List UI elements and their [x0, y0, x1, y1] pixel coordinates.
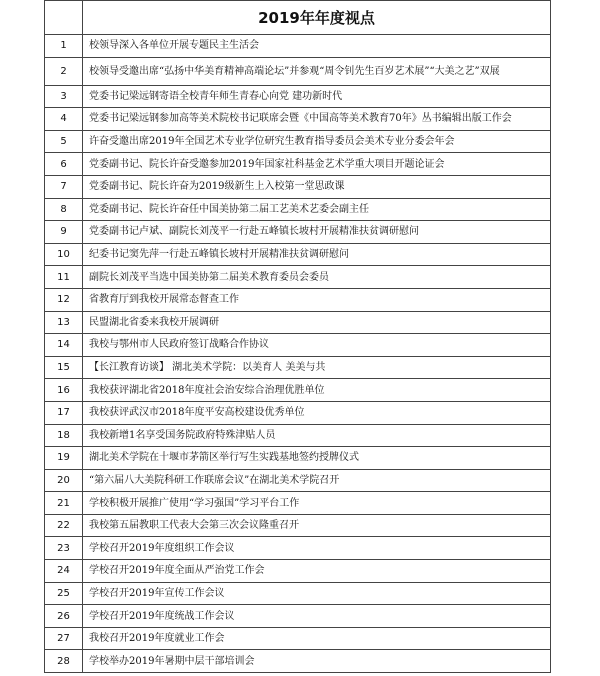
- row-text[interactable]: 许奋受邀出席2019年全国艺术专业学位研究生教育指导委员会美术专业分委会年会: [83, 130, 551, 153]
- row-number[interactable]: 19: [45, 447, 83, 470]
- row-number[interactable]: 3: [45, 85, 83, 108]
- table-row: [45, 627, 551, 650]
- table-row: [45, 537, 551, 560]
- row-text[interactable]: 党委副书记卢斌、副院长刘茂平一行赴五峰镇长坡村开展精准扶贫调研慰问: [83, 221, 551, 244]
- row-number[interactable]: 7: [45, 175, 83, 198]
- table-row: [45, 379, 551, 402]
- table-title[interactable]: 2019年年度视点: [83, 1, 551, 35]
- table-row: [45, 175, 551, 198]
- row-number[interactable]: 13: [45, 311, 83, 334]
- row-number[interactable]: 23: [45, 537, 83, 560]
- row-number[interactable]: 1: [45, 35, 83, 58]
- row-text[interactable]: 我校新增1名享受国务院政府特殊津贴人员: [83, 424, 551, 447]
- table-row: [45, 221, 551, 244]
- row-text[interactable]: 民盟湖北省委来我校开展调研: [83, 311, 551, 334]
- row-text[interactable]: 副院长刘茂平当选中国美协第二届美术教育委员会委员: [83, 266, 551, 289]
- row-number[interactable]: 9: [45, 221, 83, 244]
- row-text[interactable]: 省教育厅到我校开展常态督查工作: [83, 288, 551, 311]
- row-text[interactable]: 学校召开2019年宣传工作会议: [83, 582, 551, 605]
- table-row: [45, 424, 551, 447]
- row-text[interactable]: 我校召开2019年度就业工作会: [83, 627, 551, 650]
- table-row: [45, 35, 551, 58]
- row-number[interactable]: 11: [45, 266, 83, 289]
- row-number[interactable]: 22: [45, 514, 83, 537]
- row-text[interactable]: 学校召开2019年度全面从严治党工作会: [83, 560, 551, 583]
- table-row: [45, 334, 551, 357]
- header-row: [45, 1, 551, 35]
- table-row: [45, 447, 551, 470]
- table-row: [45, 605, 551, 628]
- row-number[interactable]: 4: [45, 108, 83, 131]
- table-row: [45, 356, 551, 379]
- table-row: [45, 130, 551, 153]
- row-number[interactable]: 10: [45, 243, 83, 266]
- table-row: [45, 243, 551, 266]
- row-number[interactable]: 16: [45, 379, 83, 402]
- table-row: [45, 401, 551, 424]
- row-number[interactable]: 24: [45, 560, 83, 583]
- row-number[interactable]: 18: [45, 424, 83, 447]
- table-row: [45, 514, 551, 537]
- table-row: [45, 492, 551, 515]
- header-empty-cell[interactable]: [45, 1, 83, 35]
- row-number[interactable]: 5: [45, 130, 83, 153]
- table-row: [45, 288, 551, 311]
- table-row: [45, 266, 551, 289]
- row-number[interactable]: 17: [45, 401, 83, 424]
- row-number[interactable]: 28: [45, 650, 83, 673]
- table-row: [45, 582, 551, 605]
- row-text[interactable]: 我校获评湖北省2018年度社会治安综合治理优胜单位: [83, 379, 551, 402]
- row-text[interactable]: 学校举办2019年暑期中层干部培训会: [83, 650, 551, 673]
- row-number[interactable]: 15: [45, 356, 83, 379]
- row-text[interactable]: 我校第五届教职工代表大会第三次会议隆重召开: [83, 514, 551, 537]
- row-text[interactable]: 校领导受邀出席“弘扬中华美育精神高端论坛”并参观“周令钊先生百岁艺术展”“大美之艺”双展: [83, 57, 551, 85]
- row-text[interactable]: 党委副书记、院长许奋受邀参加2019年国家社科基金艺术学重大项目开题论证会: [83, 153, 551, 176]
- row-number[interactable]: 14: [45, 334, 83, 357]
- row-number[interactable]: 26: [45, 605, 83, 628]
- row-number[interactable]: 25: [45, 582, 83, 605]
- table-row: [45, 560, 551, 583]
- row-number[interactable]: 27: [45, 627, 83, 650]
- row-text[interactable]: 学校积极开展推广使用“学习强国”学习平台工作: [83, 492, 551, 515]
- row-text[interactable]: 【长江教育访谈】 湖北美术学院：以美育人 美美与共: [83, 356, 551, 379]
- table-row: [45, 311, 551, 334]
- table-row: [45, 153, 551, 176]
- row-number[interactable]: 20: [45, 469, 83, 492]
- row-text[interactable]: 学校召开2019年度统战工作会议: [83, 605, 551, 628]
- row-text[interactable]: 我校与鄂州市人民政府签订战略合作协议: [83, 334, 551, 357]
- table-row: [45, 469, 551, 492]
- row-number[interactable]: 2: [45, 57, 83, 85]
- row-text[interactable]: 校领导深入各单位开展专题民主生活会: [83, 35, 551, 58]
- table-row: [45, 108, 551, 131]
- row-text[interactable]: 党委副书记、院长许奋任中国美协第二届工艺美术艺委会副主任: [83, 198, 551, 221]
- row-text[interactable]: 我校获评武汉市2018年度平安高校建设优秀单位: [83, 401, 551, 424]
- spreadsheet-sheet: [44, 0, 600, 676]
- table-row: [45, 198, 551, 221]
- row-text[interactable]: 党委书记梁远钢参加高等美术院校书记联席会暨《中国高等美术教育70年》丛书编辑出版工作会: [83, 108, 551, 131]
- row-number[interactable]: 8: [45, 198, 83, 221]
- row-text[interactable]: 湖北美术学院在十堰市茅箭区举行写生实践基地签约授牌仪式: [83, 447, 551, 470]
- row-number[interactable]: 12: [45, 288, 83, 311]
- table-row: [45, 650, 551, 673]
- row-text[interactable]: “第六届八大美院科研工作联席会议”在湖北美术学院召开: [83, 469, 551, 492]
- row-text[interactable]: 纪委书记窦先萍一行赴五峰镇长坡村开展精准扶贫调研慰问: [83, 243, 551, 266]
- row-text[interactable]: 党委副书记、院长许奋为2019级新生上入校第一堂思政课: [83, 175, 551, 198]
- row-number[interactable]: 6: [45, 153, 83, 176]
- row-text[interactable]: 党委书记梁远钢寄语全校青年师生青春心向党 建功新时代: [83, 85, 551, 108]
- table-row: [45, 57, 551, 85]
- table-row: [45, 85, 551, 108]
- row-number[interactable]: 21: [45, 492, 83, 515]
- viewpoints-table: [44, 0, 551, 673]
- row-text[interactable]: 学校召开2019年度组织工作会议: [83, 537, 551, 560]
